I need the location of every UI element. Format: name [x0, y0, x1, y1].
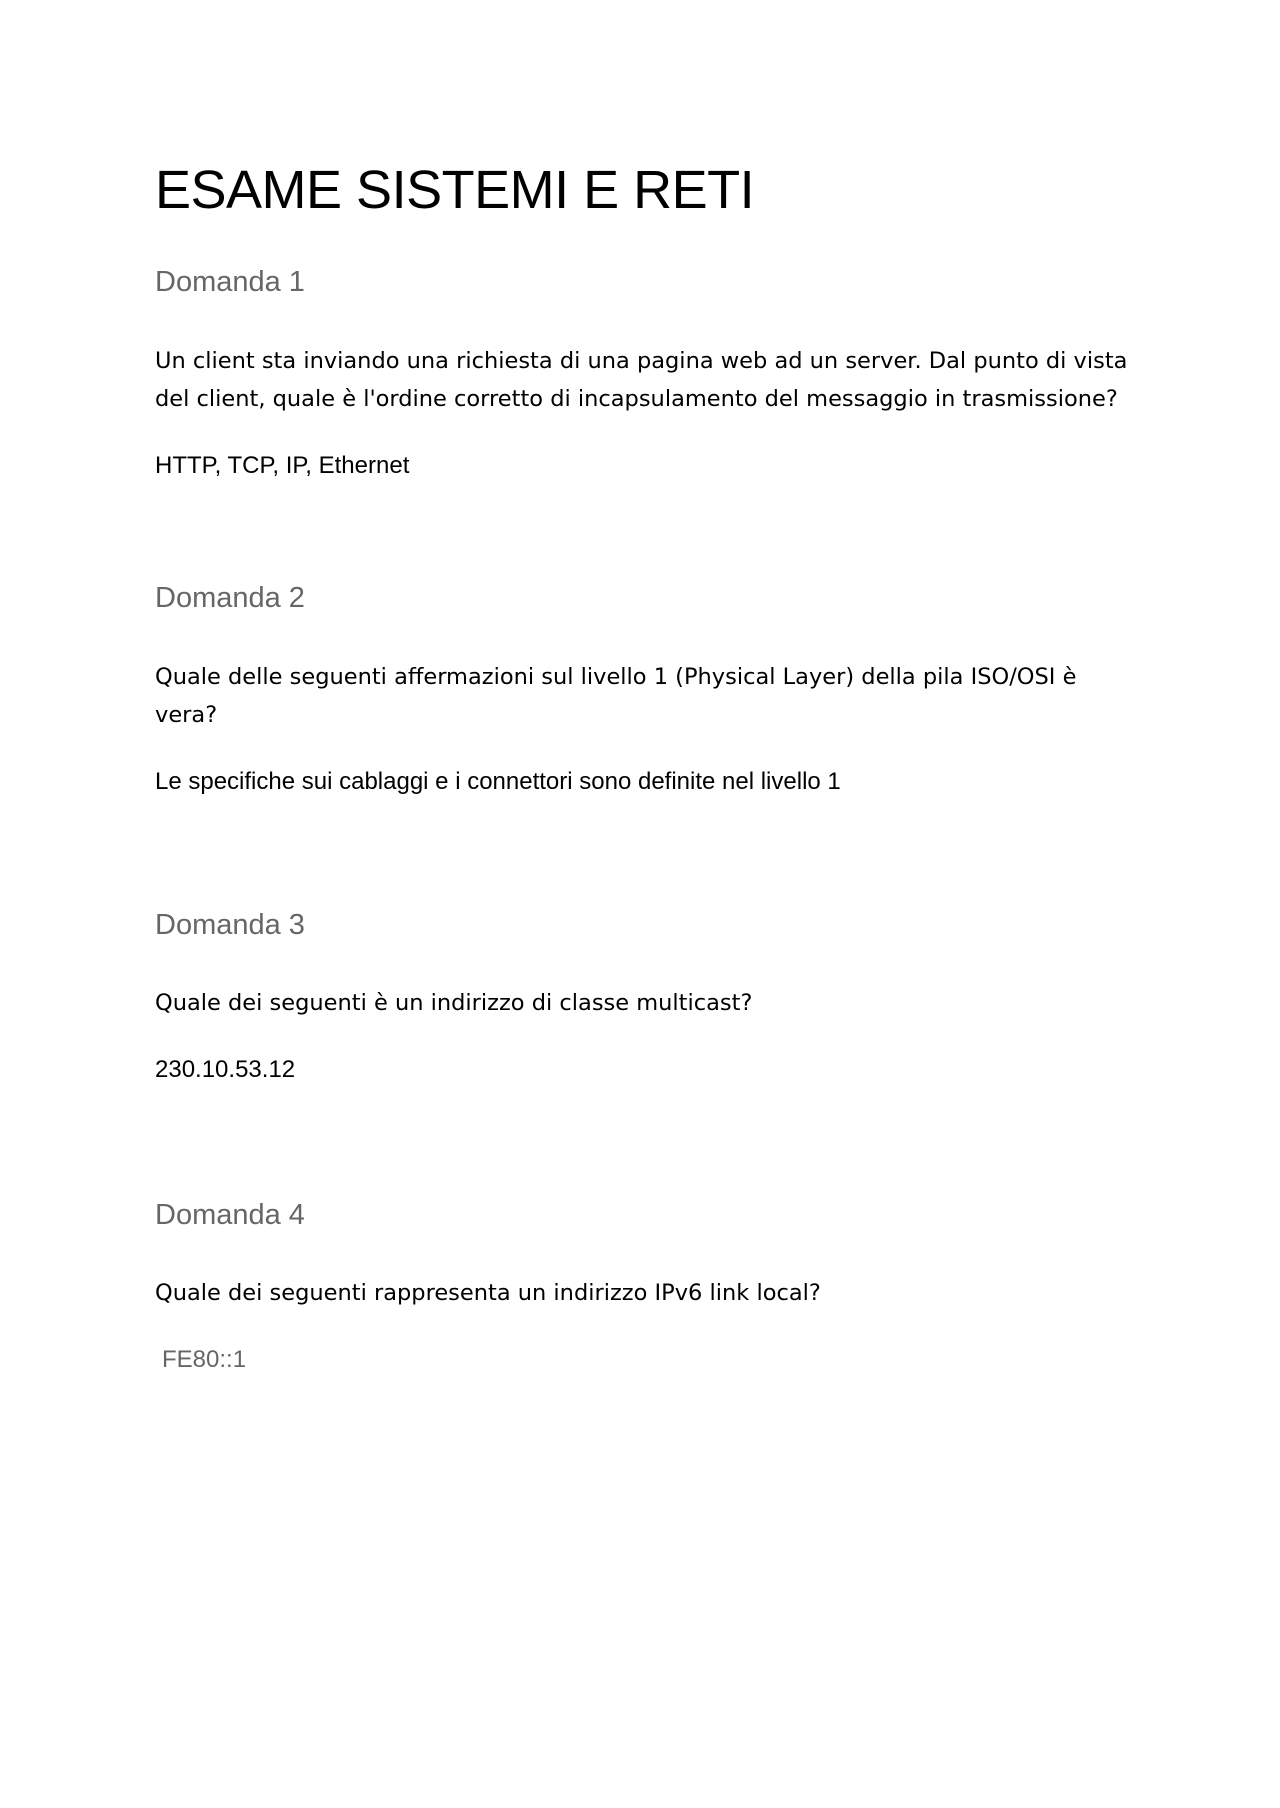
question-2-heading: Domanda 2	[155, 582, 305, 614]
question-3-answer: 230.10.53.12	[155, 1056, 296, 1083]
question-4-text: Quale dei seguenti rappresenta un indirizzo IPv6 link local?	[155, 1280, 821, 1306]
question-3-heading: Domanda 3	[155, 909, 305, 941]
question-2-text: Quale delle seguenti affermazioni sul livello 1 (Physical Layer) della pila ISO/OSI è vera?	[155, 664, 1077, 728]
question-1-answer: HTTP, TCP, IP, Ethernet	[155, 452, 410, 479]
question-4-answer: FE80::1	[162, 1346, 247, 1373]
question-1-heading: Domanda 1	[155, 266, 305, 298]
question-1-text: Un client sta inviando una richiesta di una pagina web ad un server. Dal punto di vista del client, quale è l'ordine corretto di incapsulamento del messaggio in trasmissione?	[155, 348, 1128, 412]
question-3-text: Quale dei seguenti è un indirizzo di classe multicast?	[155, 990, 753, 1016]
question-4-heading: Domanda 4	[155, 1199, 305, 1231]
question-2-answer: Le specifiche sui cablaggi e i connettori sono definite nel livello 1	[155, 768, 841, 795]
document-title: ESAME SISTEMI E RETI	[155, 160, 755, 220]
